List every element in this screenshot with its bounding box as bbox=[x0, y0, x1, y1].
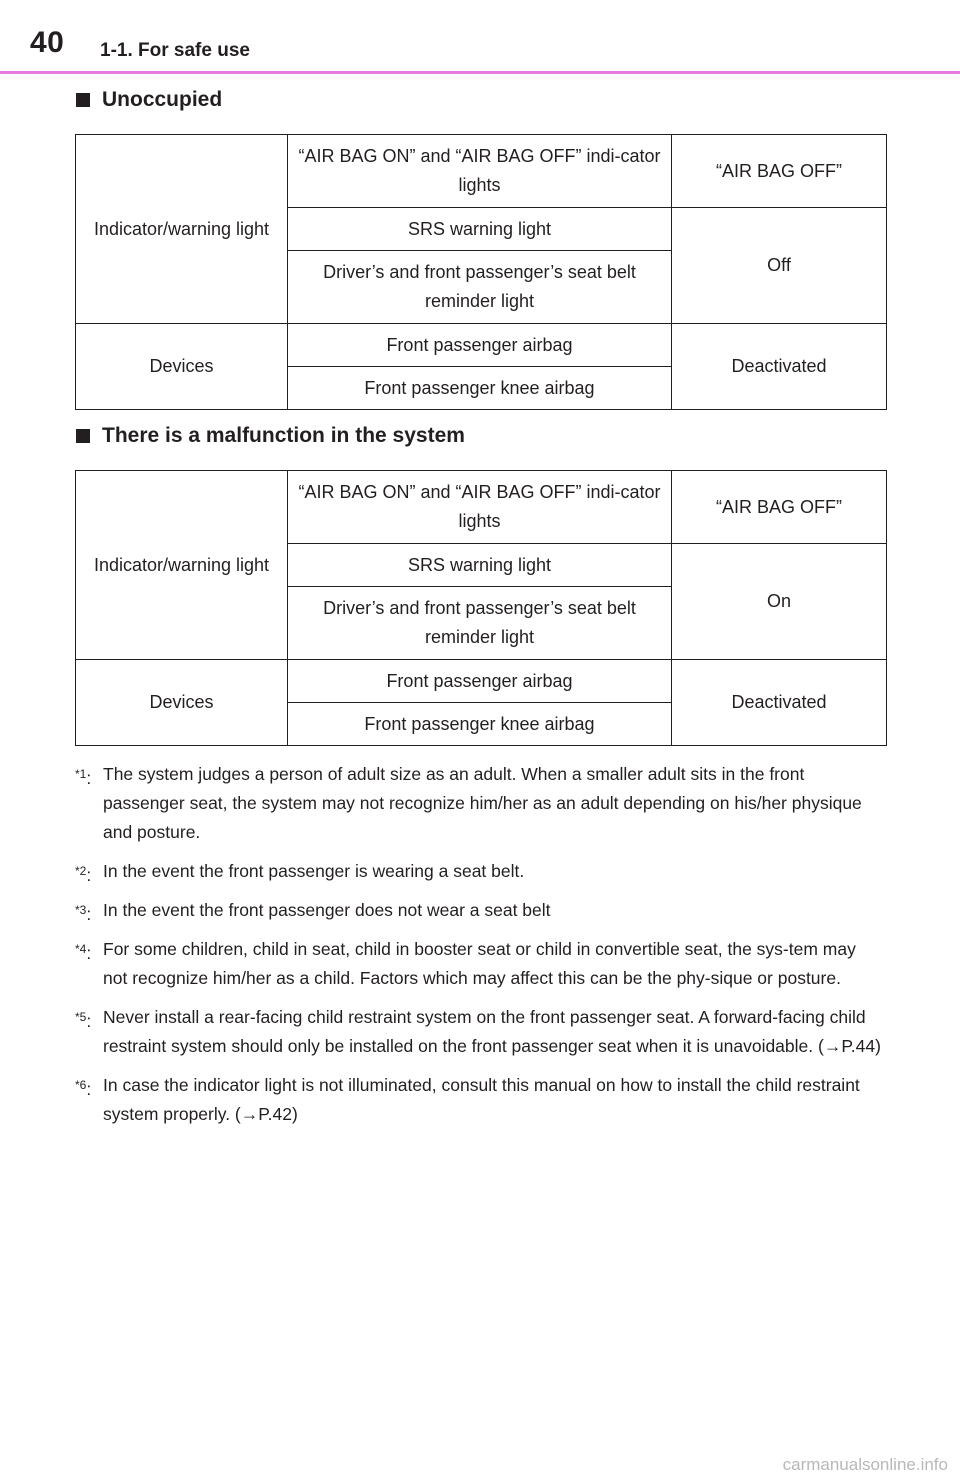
cell-airbag-indicator: “AIR BAG ON” and “AIR BAG OFF” indi-cator lights bbox=[288, 135, 672, 208]
cell-airbag-indicator-state: “AIR BAG OFF” bbox=[672, 471, 887, 544]
cell-srs-light: SRS warning light bbox=[288, 544, 672, 587]
footnote-5 bbox=[75, 1003, 885, 1061]
table-malfunction bbox=[75, 470, 887, 746]
footnote-mark: $^{*3}$: bbox=[75, 903, 92, 924]
footnote-mark: $^{*1}$: bbox=[75, 767, 92, 788]
heading-text: Unoccupied bbox=[102, 88, 223, 111]
cell-light-state: Off bbox=[672, 208, 887, 324]
footnote-text: The system judges a person of adult size as an adult. When a smaller adult sits in the front passenger seat, the system may not recognize him/her as an adult depending on his/her physique and posture. bbox=[103, 764, 862, 842]
section-title: 1-1. For safe use bbox=[100, 40, 250, 61]
cell-front-airbag: Front passenger airbag bbox=[288, 324, 672, 367]
cell-knee-airbag: Front passenger knee airbag bbox=[288, 367, 672, 410]
table-unoccupied bbox=[75, 134, 887, 410]
footnote-mark: $^{*5}$: bbox=[75, 1010, 92, 1031]
footnote-1 bbox=[75, 760, 885, 847]
footnote-mark: $^{*2}$: bbox=[75, 864, 92, 885]
cell-devices-label: Devices bbox=[76, 660, 288, 746]
table-row bbox=[76, 660, 887, 703]
page-number: 40 bbox=[30, 26, 65, 59]
cell-device-state: Deactivated bbox=[672, 324, 887, 410]
table-row bbox=[76, 135, 887, 208]
square-bullet-icon bbox=[76, 93, 90, 107]
heading-malfunction bbox=[76, 424, 465, 448]
cell-knee-airbag: Front passenger knee airbag bbox=[288, 703, 672, 746]
cell-airbag-indicator: “AIR BAG ON” and “AIR BAG OFF” indi-cator lights bbox=[288, 471, 672, 544]
page-header bbox=[0, 0, 960, 72]
cell-airbag-indicator-state: “AIR BAG OFF” bbox=[672, 135, 887, 208]
watermark-text: carmanualsonline.info bbox=[782, 1455, 948, 1474]
footnote-4 bbox=[75, 935, 885, 993]
cell-light-state: On bbox=[672, 544, 887, 660]
square-bullet-icon bbox=[76, 429, 90, 443]
cell-seatbelt-light: Driver’s and front passenger’s seat belt reminder light bbox=[288, 587, 672, 660]
footnote-text: For some children, child in seat, child in booster seat or child in convertible seat, the sys-tem may not recognize him/her as a child. Factors which may affect this can be the phy-sique or posture. bbox=[103, 939, 856, 988]
footnote-2 bbox=[75, 857, 885, 886]
footnotes bbox=[75, 760, 885, 1139]
footnote-mark: $^{*6}$: bbox=[75, 1078, 92, 1099]
footnote-text: In the event the front passenger does not wear a seat belt bbox=[103, 900, 551, 920]
footnote-text: In case the indicator light is not illuminated, consult this manual on how to install the child restraint system properly. (→P.42) bbox=[103, 1075, 860, 1124]
cell-indicator-label: Indicator/warning light bbox=[76, 471, 288, 660]
cell-front-airbag: Front passenger airbag bbox=[288, 660, 672, 703]
cell-srs-light: SRS warning light bbox=[288, 208, 672, 251]
footnote-6 bbox=[75, 1071, 885, 1129]
heading-text: There is a malfunction in the system bbox=[102, 424, 465, 447]
footnote-text: Never install a rear-facing child restraint system on the front passenger seat. A forward-facing child restraint system should only be installed on the front passenger seat when it is unavoidable. (→P.44) bbox=[103, 1007, 881, 1056]
footnote-text: In the event the front passenger is wearing a seat belt. bbox=[103, 861, 525, 881]
footnote-mark: $^{*4}$: bbox=[75, 942, 92, 963]
cell-device-state: Deactivated bbox=[672, 660, 887, 746]
heading-unoccupied bbox=[76, 88, 222, 112]
table-row bbox=[76, 471, 887, 544]
cell-seatbelt-light: Driver’s and front passenger’s seat belt reminder light bbox=[288, 251, 672, 324]
cell-devices-label: Devices bbox=[76, 324, 288, 410]
footnote-3 bbox=[75, 896, 885, 925]
header-divider bbox=[0, 71, 960, 74]
cell-indicator-label: Indicator/warning light bbox=[76, 135, 288, 324]
table-row bbox=[76, 324, 887, 367]
